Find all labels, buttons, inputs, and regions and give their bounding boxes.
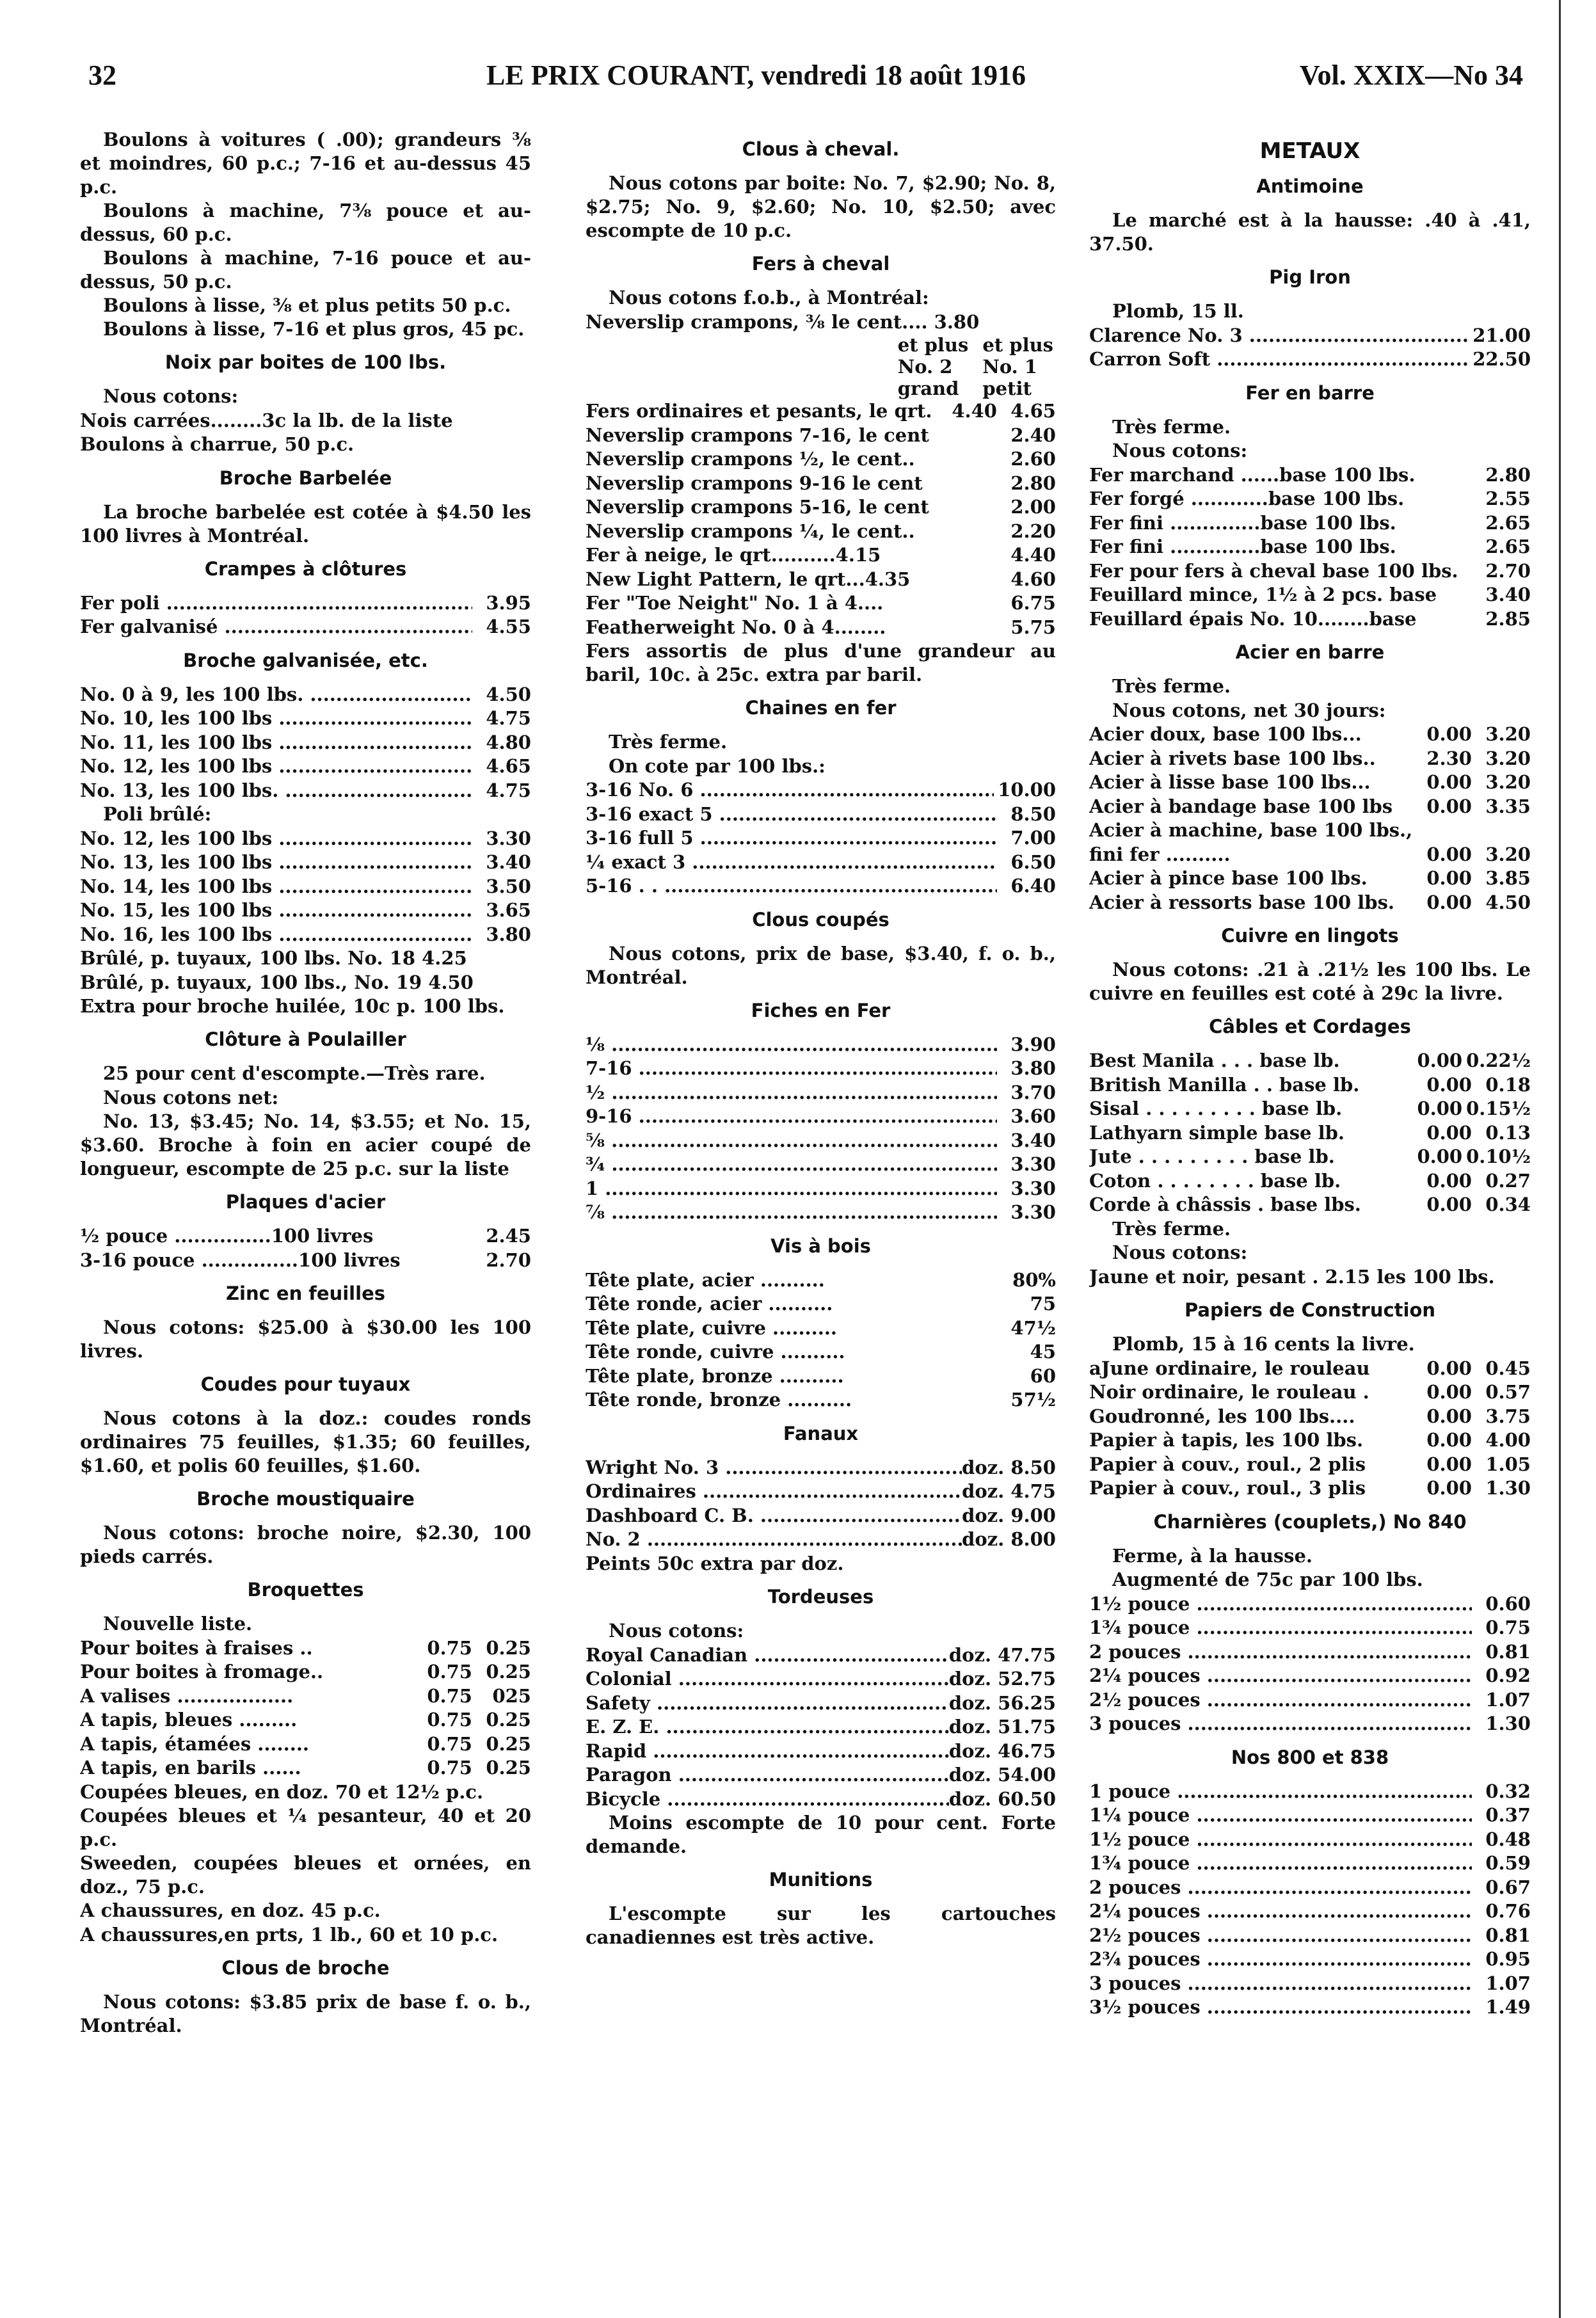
price-row: 1½ pouce ..... 0.60 (1089, 1592, 1531, 1617)
page-number: 32 (88, 60, 116, 91)
text-line: On cote par 100 lbs.: (609, 755, 826, 777)
price-row: 7-16 ..... 3.80 (586, 1057, 1056, 1081)
price-row: 3-16 exact 5 ..... 8.50 (586, 803, 1056, 827)
price-row: 1½ pouce ..... 0.48 (1089, 1828, 1531, 1852)
subheading: Nouvelle liste. (103, 1613, 253, 1635)
price-row: 2¾ pouces ..... 0.95 (1089, 1947, 1531, 1972)
price-row: Bicycle ..... doz. 60.50 (586, 1787, 1056, 1812)
section-title: Nos 800 et 838 (1231, 1746, 1389, 1768)
text-line: 25 pour cent d'escompte.—Très rare. (103, 1062, 486, 1084)
price-row: Acier à ressorts base 100 lbs. 0.00 4.50 (1089, 891, 1531, 913)
section-title: Broche moustiquaire (196, 1488, 415, 1510)
text-line: Très ferme. (609, 731, 728, 753)
price-row: ¾ ..... 3.30 (586, 1153, 1056, 1177)
text-line: Neverslip crampons, ⅜ le cent.... 3.80 (586, 310, 980, 333)
page-header (77, 59, 1523, 97)
price-row: A valises .................. 0.75 025 (80, 1684, 531, 1707)
price-row: Fer "Toe Neight" No. 1 à 4.... 6.75 (586, 592, 1056, 614)
paragraph: Nous cotons: $25.00 à $30.00 les 100 livres. (80, 1316, 531, 1362)
column-3 (1089, 128, 1531, 2291)
price-row: Acier à rivets base 100 lbs.. 2.30 3.20 (1089, 747, 1531, 769)
section-title: Clous coupés (752, 908, 890, 931)
section-title: Fers à cheval (751, 253, 890, 275)
text-line: Boulons à charrue, 50 p.c. (80, 433, 355, 455)
price-row: Colonial ..... doz. 52.75 (586, 1667, 1056, 1691)
price-row: Acier à lisse base 100 lbs... 0.00 3.20 (1089, 771, 1531, 793)
price-row: Corde à châssis . base lbs. 0.00 0.34 (1089, 1194, 1531, 1215)
section-title: Plaques d'acier (225, 1191, 386, 1213)
paragraph: La broche barbelée est cotée à $4.50 les 100 livres à Montréal. (80, 500, 531, 547)
section-title: Broche galvanisée, etc. (183, 649, 428, 671)
price-row: Fers ordinaires et pesants, le qrt. ..... 4.40 4.65 (586, 399, 1056, 424)
price-row: Dashboard C. B. ..... doz. 9.00 (586, 1504, 1056, 1528)
section-title: Chaines en fer (745, 697, 897, 719)
price-row: No. 15, les 100 lbs ..... 3.65 (80, 899, 531, 923)
boulons-machine-1: Boulons à machine, 7⅜ pouce et au-dessus, 60 p.c. (80, 200, 531, 245)
section-title: Pig Iron (1269, 266, 1351, 288)
price-row: 3 pouces ..... 1.07 (1089, 1972, 1531, 1996)
price-row: Neverslip crampons 9-16 le cent 2.80 (586, 472, 1056, 494)
price-row: No. 12, les 100 lbs ..... 3.30 (80, 827, 531, 851)
price-row: British Manilla . . base lb. 0.00 0.18 (1089, 1073, 1531, 1096)
price-row: aJune ordinaire, le rouleau 0.00 0.45 (1089, 1357, 1531, 1379)
price-row: Tête ronde, bronze .......... 57½ (586, 1389, 1056, 1411)
paragraph: L'escompte sur les cartouches canadiennes est très active. (586, 1903, 1056, 1948)
section-title: Broche Barbelée (219, 467, 392, 489)
paragraph: Nous cotons par boite: No. 7, $2.90; No. 8, $2.75; No. 9, $2.60; No. 10, $2.50; avec escompte de 10 p.c. (586, 172, 1056, 241)
price-row: No. 2 ..... doz. 8.00 (586, 1528, 1056, 1552)
price-row: Papier à couv., roul., 2 plis 0.00 1.05 (1089, 1453, 1531, 1475)
price-row: Tête plate, bronze .......... 60 (586, 1364, 1056, 1387)
price-row: Feuillard mince, 1½ à 2 pcs. base 3.40 (1089, 584, 1531, 605)
price-row: A tapis, étamées ........ 0.75 0.25 (80, 1732, 531, 1755)
price-row: Acier à bandage base 100 lbs 0.00 3.35 (1089, 795, 1531, 817)
text-line: Extra pour broche huilée, 10c p. 100 lbs. (80, 995, 505, 1017)
section-title: Cuivre en lingots (1221, 925, 1399, 947)
price-row: Neverslip crampons ½, le cent.. 2.60 (586, 448, 1056, 470)
price-row: Fer pour fers à cheval base 100 lbs. 2.70 (1089, 559, 1531, 582)
text-line: Nous cotons, net 30 jours: (1112, 699, 1386, 721)
price-row: Paragon ..... doz. 54.00 (586, 1763, 1056, 1787)
paragraph: Nous cotons: broche noire, $2.30, 100 pieds carrés. (80, 1522, 531, 1567)
price-row: Pour boites à fromage.. 0.75 0.25 (80, 1661, 531, 1683)
price-row: 1¾ pouce ..... 0.75 (1089, 1616, 1531, 1640)
newspaper-title: LE PRIX COURANT, vendredi 18 août 1916 (486, 60, 1026, 91)
paragraph: Nous cotons à la doz.: coudes ronds ordinaires 75 feuilles, $1.35; 60 feuilles, $1.60, et polis 60 feuilles, $1.60. (80, 1407, 531, 1476)
price-row: ½ pouce ...............100 livres 2.45 (80, 1225, 531, 1247)
column-headings: et plus No. 2 grand et plus No. 1 petit (897, 334, 1053, 399)
price-row: New Light Pattern, le qrt...4.35 4.60 (586, 568, 1056, 590)
price-row: Fer marchand ......base 100 lbs. 2.80 (1089, 463, 1531, 486)
text-line: Peints 50c extra par doz. (586, 1552, 844, 1574)
paragraph: Le marché est à la hausse: .40 à .41, 37.50. (1089, 209, 1531, 255)
price-row: Feuillard épais No. 10........base 2.85 (1089, 607, 1531, 630)
paragraph: Nous cotons, prix de base, $3.40, f. o. b., Montréal. (586, 942, 1056, 988)
boulons-lisse-1: Boulons à lisse, ⅜ et plus petits 50 p.c. (103, 294, 511, 316)
paragraph: Moins escompte de 10 pour cent. Forte demande. (586, 1812, 1056, 1857)
price-row: Tête plate, cuivre .......... 47½ (586, 1316, 1056, 1339)
boulons-lisse-2: Boulons à lisse, 7-16 et plus gros, 45 pc. (103, 318, 525, 340)
price-row: 3-16 No. 6 ..... 10.00 (586, 778, 1056, 803)
section-title: Coudes pour tuyaux (200, 1373, 411, 1395)
price-row: E. Z. E. ..... doz. 51.75 (586, 1715, 1056, 1739)
text-line: Nous cotons net: (103, 1086, 279, 1108)
price-row: Fer à neige, le qrt..........4.15 4.40 (586, 544, 1056, 566)
price-row: 5-16 . . ..... 6.40 (586, 874, 1056, 899)
price-row: No. 12, les 100 lbs ..... 4.65 (80, 755, 531, 779)
price-row: Best Manila . . . base lb. 0.00 0.22½ (1089, 1050, 1531, 1071)
price-row: Fer galvanisé ..... 4.55 (80, 615, 531, 639)
section-title: Charnières (couplets,) No 840 (1153, 1510, 1467, 1533)
price-row: 2 pouces ..... 0.81 (1089, 1640, 1531, 1665)
price-row: 1 ..... 3.30 (586, 1177, 1056, 1201)
text-line: Nous cotons: (609, 1620, 744, 1642)
price-row: 1¼ pouce ..... 0.37 (1089, 1803, 1531, 1828)
price-row: Fer fini ..............base 100 lbs. 2.65 (1089, 511, 1531, 534)
section-title: Fanaux (783, 1422, 859, 1444)
price-row: 2¼ pouces ..... 0.76 (1089, 1899, 1531, 1924)
section-title: Broquettes (247, 1579, 364, 1601)
text-line: Ferme, à la hausse. (1112, 1544, 1313, 1567)
price-row: Wright No. 3 ..... doz. 8.50 (586, 1456, 1056, 1480)
text-line: Nous cotons: (103, 385, 239, 407)
text-line: A chaussures,en prts, 1 lb., 60 et 10 p.c. (80, 1923, 499, 1946)
price-row: Rapid ..... doz. 46.75 (586, 1739, 1056, 1764)
section-title: Munitions (769, 1869, 873, 1890)
section-title: Zinc en feuilles (226, 1283, 385, 1304)
text-line: Jaune et noir, pesant . 2.15 les 100 lbs. (1089, 1265, 1495, 1288)
price-row: Neverslip crampons ¼, le cent.. 2.20 (586, 520, 1056, 542)
text-line: Nous cotons f.o.b., à Montréal: (609, 287, 929, 308)
section-title: Clous à cheval. (742, 138, 900, 160)
text-line: A chaussures, en doz. 45 p.c. (80, 1899, 381, 1921)
text-line: Brûlé, p. tuyaux, 100 lbs., No. 19 4.50 (80, 971, 474, 993)
price-row: ½ ..... 3.70 (586, 1081, 1056, 1105)
price-row: No. 11, les 100 lbs ..... 4.80 (80, 731, 531, 755)
price-row: Goudronné, les 100 lbs.... 0.00 3.75 (1089, 1405, 1531, 1427)
price-row: 2½ pouces ..... 1.07 (1089, 1688, 1531, 1713)
price-row: Clarence No. 3 ..... 21.00 (1089, 324, 1531, 348)
price-row: Papier à tapis, les 100 lbs. 0.00 4.00 (1089, 1429, 1531, 1451)
text-line: Coupées bleues et ¼ pesanteur, 40 et 20 p.c. (80, 1805, 531, 1850)
price-row: Fer poli ..... 3.95 (80, 591, 531, 616)
price-row: Ordinaires ..... doz. 4.75 (586, 1480, 1056, 1504)
price-row: Safety ..... doz. 56.25 (586, 1691, 1056, 1716)
section-title: Fiches en Fer (751, 999, 891, 1021)
text-line: Plomb, 15 à 16 cents la livre. (1112, 1333, 1415, 1355)
price-row: Tête ronde, cuivre .......... 45 (586, 1341, 1056, 1363)
text-line: Brûlé, p. tuyaux, 100 lbs. No. 18 4.25 (80, 947, 467, 969)
price-row: No. 13, les 100 lbs ..... 3.40 (80, 851, 531, 875)
price-row: ⅞ ..... 3.30 (586, 1201, 1056, 1225)
price-row: Acier à machine, base 100 lbs., fini fer .......... 0.00 3.20 (1089, 819, 1531, 865)
price-row: Fer forgé ............base 100 lbs. 2.55 (1089, 488, 1531, 509)
text-line: Sweeden, coupées bleues et ornées, en doz., 75 p.c. (80, 1852, 531, 1898)
text-line: Nous cotons: (1112, 440, 1248, 461)
section-title: Vis à bois (770, 1235, 871, 1257)
section-title: Clôture à Poulailler (205, 1028, 406, 1050)
section-title: Câbles et Cordages (1209, 1016, 1411, 1037)
price-row: No. 10, les 100 lbs ..... 4.75 (80, 707, 531, 731)
section-title: Tordeuses (767, 1586, 874, 1608)
price-row: Tête ronde, acier .......... 75 (586, 1293, 1056, 1315)
price-row: 3½ pouces ..... 1.49 (1089, 1995, 1531, 2020)
price-row: A tapis, en barils ...... 0.75 0.25 (80, 1757, 531, 1778)
price-row: ¼ exact 3 ..... 6.50 (586, 851, 1056, 875)
page-edge-rule (1559, 0, 1561, 2318)
section-title: Acier en barre (1235, 641, 1385, 663)
price-row: Tête plate, acier .......... 80% (586, 1268, 1056, 1291)
price-row: Fer fini ..............base 100 lbs. 2.65 (1089, 536, 1531, 557)
price-row: 1¾ pouce ..... 0.59 (1089, 1851, 1531, 1876)
price-row: No. 14, les 100 lbs ..... 3.50 (80, 875, 531, 899)
text-line: Augmenté de 75c par 100 lbs. (1112, 1569, 1423, 1590)
price-row: ⅛ ..... 3.90 (586, 1033, 1056, 1057)
section-banner: METAUX (1259, 138, 1361, 164)
price-row: No. 13, les 100 lbs. ..... 4.75 (80, 779, 531, 803)
price-row: Pour boites à fraises .. 0.75 0.25 (80, 1636, 531, 1659)
paragraph: Fers assortis de plus d'une grandeur au baril, 10c. à 25c. extra par baril. (586, 640, 1056, 685)
boulons-voitures: Boulons à voitures ( .00); grandeurs ⅜ et moindres, 60 p.c.; 7-16 et au-dessus 45 p.c. (80, 129, 531, 198)
price-row: Sisal . . . . . . . . . base lb. 0.00 0.15½ (1089, 1098, 1531, 1119)
price-row: Carron Soft ..... 22.50 (1089, 348, 1531, 372)
text-line: Coupées bleues, en doz. 70 et 12½ p.c. (80, 1780, 484, 1803)
text-line: Nois carrées........3c la lb. de la liste (80, 409, 453, 431)
price-row: 2½ pouces ..... 0.81 (1089, 1924, 1531, 1948)
price-row: 2¼ pouces ..... 0.92 (1089, 1664, 1531, 1688)
section-title: Clous de broche (221, 1957, 390, 1979)
paragraph: No. 13, $3.45; No. 14, $3.55; et No. 15, $3.60. Broche à foin en acier coupé de longueur, escompte de 25 p.c. sur la liste (80, 1110, 531, 1179)
column-2 (586, 128, 1056, 2291)
section-title: Crampes à clôtures (204, 557, 407, 580)
price-row: No. 0 à 9, les 100 lbs. ..... 4.50 (80, 683, 531, 707)
price-row: 9-16 ..... 3.60 (586, 1105, 1056, 1129)
price-row: ⅝ ..... 3.40 (586, 1129, 1056, 1153)
price-row: 2 pouces ..... 0.67 (1089, 1876, 1531, 1900)
price-row: 3 pouces ..... 1.30 (1089, 1712, 1531, 1736)
section-title: Papiers de Construction (1184, 1299, 1436, 1321)
price-row: 3-16 full 5 ..... 7.00 (586, 826, 1056, 851)
text-line: Très ferme. (1112, 1217, 1231, 1240)
price-row: Neverslip crampons 5-16, le cent 2.00 (586, 496, 1056, 518)
price-row: A tapis, bleues ......... 0.75 0.25 (80, 1709, 531, 1731)
section-title: Antimoine (1256, 175, 1364, 197)
text-line: Plomb, 15 ll. (1112, 300, 1244, 322)
section-title: Fer en barre (1245, 381, 1375, 404)
price-row: Jute . . . . . . . . . base lb. 0.00 0.10½ (1089, 1146, 1531, 1167)
price-row: Neverslip crampons 7-16, le cent 2.40 (586, 424, 1056, 446)
price-row: Coton . . . . . . . . base lb. 0.00 0.27 (1089, 1169, 1531, 1192)
price-row: Acier à pince base 100 lbs. 0.00 3.85 (1089, 867, 1531, 889)
text-line: Très ferme. (1112, 415, 1231, 438)
volume-number: Vol. XXIX—No 34 (1299, 60, 1523, 91)
price-row: Lathyarn simple base lb. 0.00 0.13 (1089, 1121, 1531, 1144)
price-row: 3-16 pouce ...............100 livres 2.70 (80, 1249, 531, 1271)
subheading: Poli brûlé: (103, 803, 212, 825)
price-row: 1 pouce ..... 0.32 (1089, 1780, 1531, 1804)
paragraph: Nous cotons: .21 à .21½ les 100 lbs. Le cuivre en feuilles est coté à 29c la livre. (1089, 959, 1531, 1004)
price-row: Acier doux, base 100 lbs... 0.00 3.20 (1089, 723, 1531, 745)
price-row: Noir ordinaire, le rouleau . 0.00 0.57 (1089, 1381, 1531, 1403)
paragraph: Nous cotons: $3.85 prix de base f. o. b., Montréal. (80, 1991, 531, 2036)
text-line: Très ferme. (1112, 675, 1231, 697)
boulons-machine-2: Boulons à machine, 7-16 pouce et au-dessus, 50 p.c. (80, 247, 531, 292)
price-row: Royal Canadian ..... doz. 47.75 (586, 1643, 1056, 1668)
price-row: Papier à couv., roul., 3 plis 0.00 1.30 (1089, 1477, 1531, 1499)
section-title: Noix par boites de 100 lbs. (164, 351, 447, 373)
price-row: No. 16, les 100 lbs ..... 3.80 (80, 923, 531, 947)
price-row: Featherweight No. 0 à 4........ 5.75 (586, 616, 1056, 638)
column-1 (80, 128, 531, 2291)
text-line: Nous cotons: (1112, 1242, 1248, 1263)
